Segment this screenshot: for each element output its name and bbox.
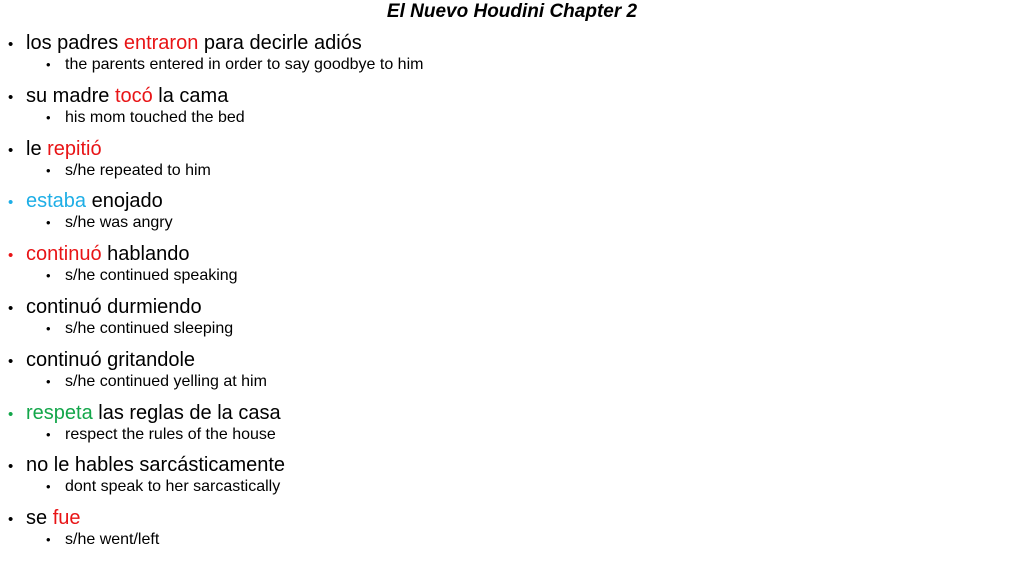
english-translation bbox=[46, 160, 211, 182]
spanish-phrase bbox=[8, 29, 362, 57]
english-translation bbox=[46, 212, 173, 234]
bullet-icon: • bbox=[8, 511, 14, 529]
phrase-segment: tocó bbox=[114, 84, 153, 107]
english-translation bbox=[46, 265, 238, 287]
spanish-phrase bbox=[8, 451, 285, 479]
phrase-segment: las reglas de la casa bbox=[92, 401, 281, 424]
phrase-segment: fue bbox=[52, 507, 81, 530]
bullet-icon: • bbox=[8, 88, 14, 106]
translation-text: the parents entered in order to say goodbye to him bbox=[65, 56, 424, 73]
bullet-icon: • bbox=[8, 247, 14, 265]
spanish-phrase bbox=[8, 187, 163, 215]
english-translation bbox=[46, 107, 245, 129]
sub-bullet-icon: • bbox=[46, 268, 51, 284]
sub-bullet-icon: • bbox=[46, 109, 51, 125]
translation-text: dont speak to her sarcastically bbox=[65, 478, 281, 496]
list-item bbox=[8, 451, 1008, 504]
sub-bullet-icon: • bbox=[46, 320, 51, 336]
phrase-segment: no le hables sarcásticamente bbox=[26, 454, 286, 477]
english-translation bbox=[46, 54, 423, 76]
phrase-segment: enojado bbox=[86, 190, 163, 213]
spanish-phrase bbox=[8, 293, 202, 321]
bullet-icon: • bbox=[8, 299, 14, 317]
translation-text: respect the rules of the house bbox=[65, 425, 276, 443]
spanish-phrase bbox=[8, 346, 195, 374]
bullet-icon: • bbox=[8, 141, 14, 159]
list-item bbox=[8, 187, 1008, 240]
phrase-segment: le bbox=[26, 137, 48, 160]
sub-bullet-icon: • bbox=[46, 373, 51, 389]
vocabulary-list bbox=[8, 29, 1008, 557]
phrase-segment: respeta bbox=[26, 401, 93, 424]
translation-text: s/he continued speaking bbox=[65, 267, 238, 285]
list-item bbox=[8, 504, 1008, 557]
slide-title: El Nuevo Houdini Chapter 2 bbox=[386, 1, 638, 22]
english-translation bbox=[46, 529, 159, 551]
english-translation bbox=[46, 371, 267, 393]
list-item bbox=[8, 240, 1008, 293]
bullet-icon: • bbox=[8, 194, 14, 212]
translation-text: s/he was angry bbox=[65, 214, 173, 232]
list-item bbox=[8, 346, 1008, 399]
english-translation bbox=[46, 476, 280, 498]
phrase-segment: la cama bbox=[152, 84, 229, 107]
phrase-segment: continuó durmiendo bbox=[26, 295, 202, 318]
spanish-phrase bbox=[8, 82, 228, 110]
phrase-segment: para decirle adiós bbox=[198, 32, 362, 54]
sub-bullet-icon: • bbox=[46, 532, 51, 548]
translation-text: s/he repeated to him bbox=[65, 161, 211, 179]
phrase-segment: continuó gritandole bbox=[26, 348, 196, 371]
spanish-phrase bbox=[8, 399, 281, 427]
translation-text: s/he went/left bbox=[65, 531, 160, 549]
sub-bullet-icon: • bbox=[46, 215, 51, 231]
bullet-icon: • bbox=[8, 405, 14, 423]
sub-bullet-icon: • bbox=[46, 162, 51, 178]
phrase-segment: los padres bbox=[26, 32, 124, 54]
phrase-segment: repitió bbox=[47, 137, 102, 160]
english-translation bbox=[46, 424, 276, 446]
sub-bullet-icon: • bbox=[46, 426, 51, 442]
spanish-phrase bbox=[8, 135, 102, 163]
phrase-segment: continuó bbox=[26, 243, 102, 266]
sub-bullet-icon: • bbox=[46, 479, 51, 495]
bullet-icon: • bbox=[8, 36, 14, 53]
phrase-segment: su madre bbox=[26, 84, 115, 107]
list-item bbox=[8, 293, 1008, 346]
phrase-segment: estaba bbox=[26, 190, 87, 213]
bullet-icon: • bbox=[8, 352, 14, 370]
translation-text: s/he continued sleeping bbox=[65, 319, 234, 337]
spanish-phrase bbox=[8, 504, 81, 532]
list-item bbox=[8, 29, 1008, 82]
list-item bbox=[8, 82, 1008, 135]
phrase-segment: entraron bbox=[123, 32, 199, 54]
list-item bbox=[8, 135, 1008, 188]
phrase-segment: hablando bbox=[101, 243, 190, 266]
english-translation bbox=[46, 318, 233, 340]
translation-text: s/he continued yelling at him bbox=[65, 372, 267, 390]
phrase-segment: se bbox=[26, 507, 53, 530]
translation-text: his mom touched the bed bbox=[65, 108, 245, 126]
list-item bbox=[8, 399, 1008, 452]
spanish-phrase bbox=[8, 240, 190, 268]
bullet-icon: • bbox=[8, 458, 14, 476]
sub-bullet-icon: • bbox=[46, 57, 51, 72]
